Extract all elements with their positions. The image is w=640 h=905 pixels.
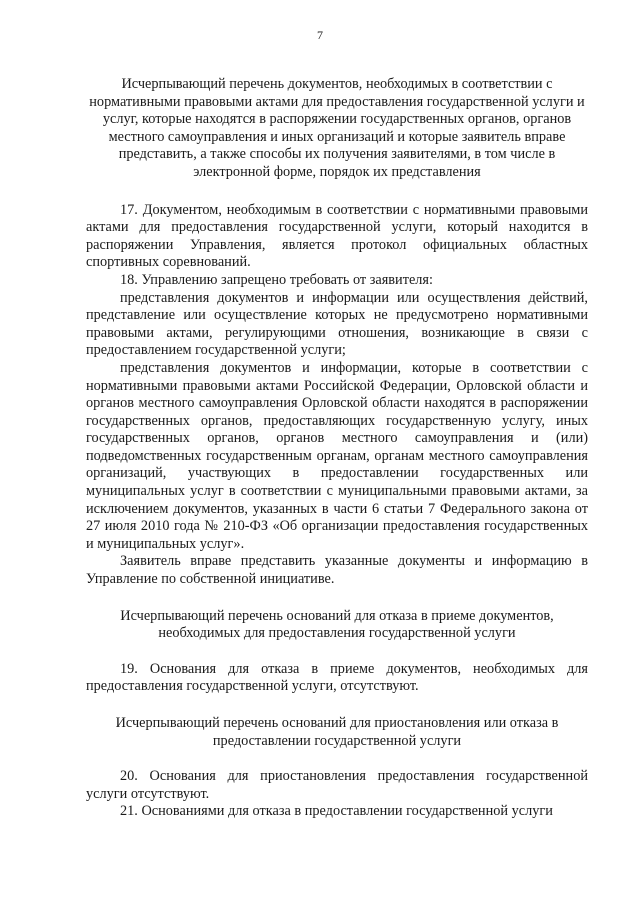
paragraph-18-requirement-1: представления документов и информации или осуществления действий, представление или осуществление которых не предусмотрено нормативными правовыми актами, регулирующими отношения, возникающие в связи с предоставлением государственной услуги;	[86, 289, 588, 359]
paragraph-18-requirement-2: представления документов и информации, которые в соответствии с нормативными правовыми актами Российской Федерации, Орловской области и органов местного самоуправления Орловской области находятся в распоряжении государственных органов, предоставляющих государственную услугу, иных государственных органов, органов местного самоуправления и (или) подведомственных государственным органам, органам местного самоуправления организаций, участвующих в предоставлении государственных или муниципальных услуг в соответствии с муниципальными правовыми актами, за исключением документов, указанных в части 6 статьи 7 Федерального закона от 27 июля 2010 года № 210-ФЗ «Об организации предоставления государственных и муниципальных услуг».	[86, 359, 588, 552]
paragraph-19: 19. Основания для отказа в приеме документов, необходимых для предоставления государственной услуги, отсутствуют.	[86, 660, 588, 695]
section-heading-refusal-acceptance: Исчерпывающий перечень оснований для отказа в приеме документов, необходимых для предоставления государственной услуги	[120, 607, 554, 642]
paragraph-18: 18. Управлению запрещено требовать от заявителя:	[120, 271, 433, 288]
paragraph-18-applicant-right: Заявитель вправе представить указанные документы и информацию в Управление по собственной инициативе.	[86, 553, 588, 588]
section-heading-documents: Исчерпывающий перечень документов, необходимых в соответствии с нормативными правовыми актами для предоставления государственной услуги и услуг, которые находятся в распоряжении государственных органов, органов местного самоуправления и иных организаций и которые заявитель вправе представить, а также способы их получения заявителями, в том числе в электронной форме, порядок их представления	[89, 76, 585, 180]
document-body	[86, 76, 588, 821]
paragraph-17: 17. Документом, необходимым в соответствии с нормативными правовыми актами для предоставления государственной услуги, который находится в распоряжении Управления, является протокол официальных областных спортивных соревнований.	[86, 201, 588, 271]
section-heading-suspension: Исчерпывающий перечень оснований для приостановления или отказа в предоставлении государственной услуги	[115, 715, 559, 749]
page-number: 7	[317, 28, 323, 42]
paragraph-20: 20. Основания для приостановления предоставления государственной услуги отсутствуют.	[86, 768, 588, 802]
paragraph-21: 21. Основаниями для отказа в предоставлении государственной услуги	[120, 803, 553, 820]
